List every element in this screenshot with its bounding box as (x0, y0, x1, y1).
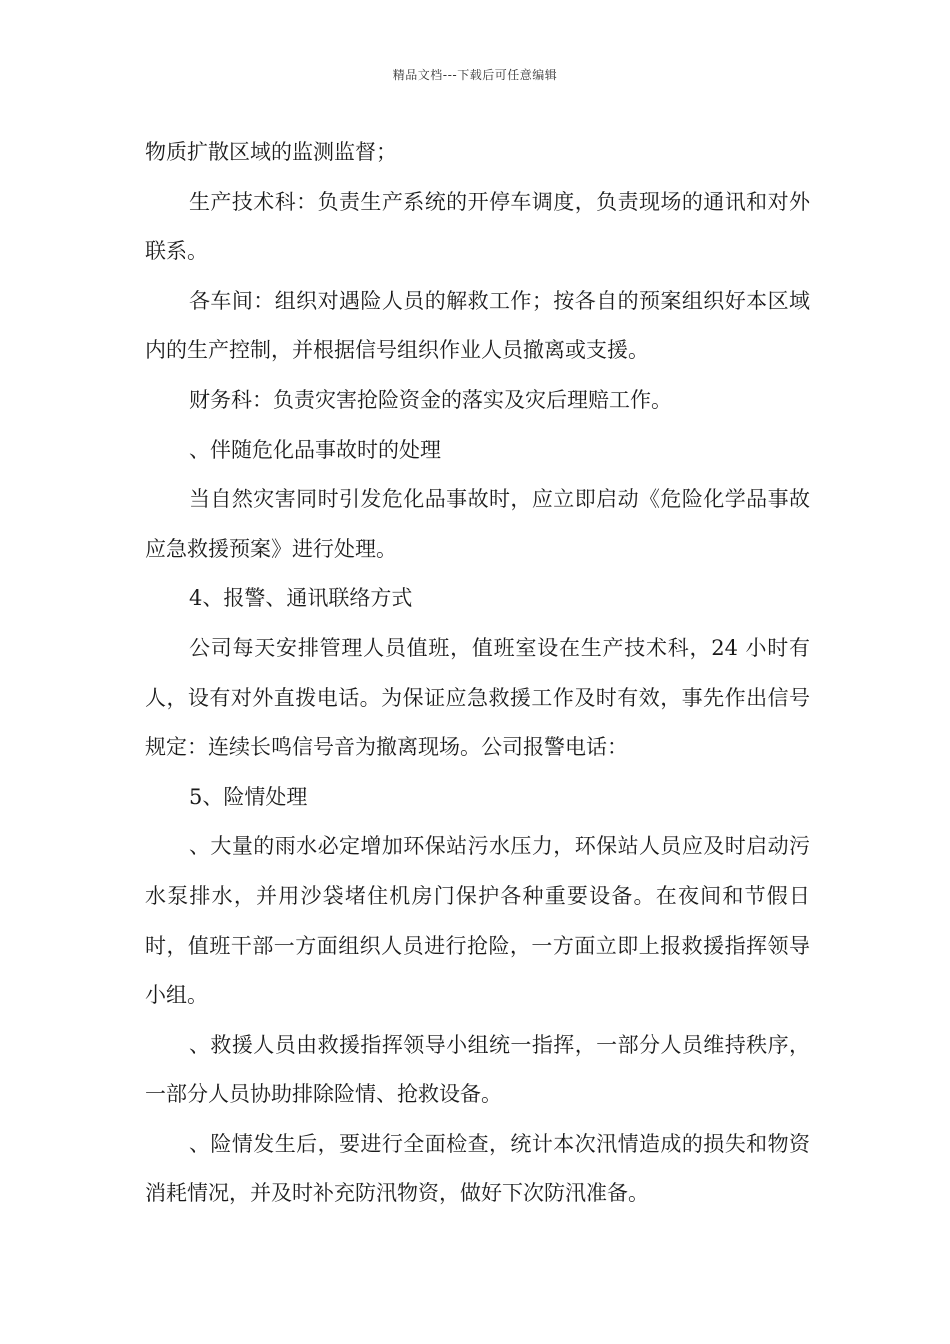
paragraph-3: 各车间：组织对遇险人员的解救工作；按各自的预案组织好本区域内的生产控制，并根据信号组织作业人员撤离或支援。 (145, 288, 810, 363)
paragraph-4: 财务科：负责灾害抢险资金的落实及灾后理赔工作。 (189, 387, 672, 412)
document-body (145, 128, 810, 1219)
paragraph-7: 4、报警、通讯联络方式 (189, 586, 413, 611)
paragraph-1: 物质扩散区域的监测监督； (145, 140, 397, 164)
paragraph-2: 生产技术科：负责生产系统的开停车调度，负责现场的通讯和对外联系。 (145, 189, 810, 264)
paragraph-12: 、险情发生后，要进行全面检查，统计本次汛情造成的损失和物资消耗情况，并及时补充防汛物资，做好下次防汛准备。 (145, 1131, 810, 1206)
paragraph-8: 公司每天安排管理人员值班，值班室设在生产技术科，24 小时有人，设有对外直拨电话。为保证应急救援工作及时有效，事先作出信号规定：连续长鸣信号音为撤离现场。公司报警电话： (145, 635, 810, 760)
page-header: 精品文档---下载后可任意编辑 (392, 68, 558, 82)
paragraph-6: 当自然灾害同时引发危化品事故时，应立即启动《危险化学品事故应急救援预案》进行处理。 (145, 487, 810, 561)
paragraph-10: 、大量的雨水必定增加环保站污水压力，环保站人员应及时启动污水泵排水，并用沙袋堵住机房门保护各种重要设备。在夜间和节假日时，值班干部一方面组织人员进行抢险，一方面立即上报救援指挥领导小组。 (145, 834, 810, 1008)
paragraph-9: 5、险情处理 (189, 784, 308, 809)
paragraph-11: 、救援人员由救援指挥领导小组统一指挥，一部分人员维持秩序，一部分人员协助排除险情、抢救设备。 (145, 1032, 810, 1107)
paragraph-5: 、伴随危化品事故时的处理 (189, 437, 441, 462)
